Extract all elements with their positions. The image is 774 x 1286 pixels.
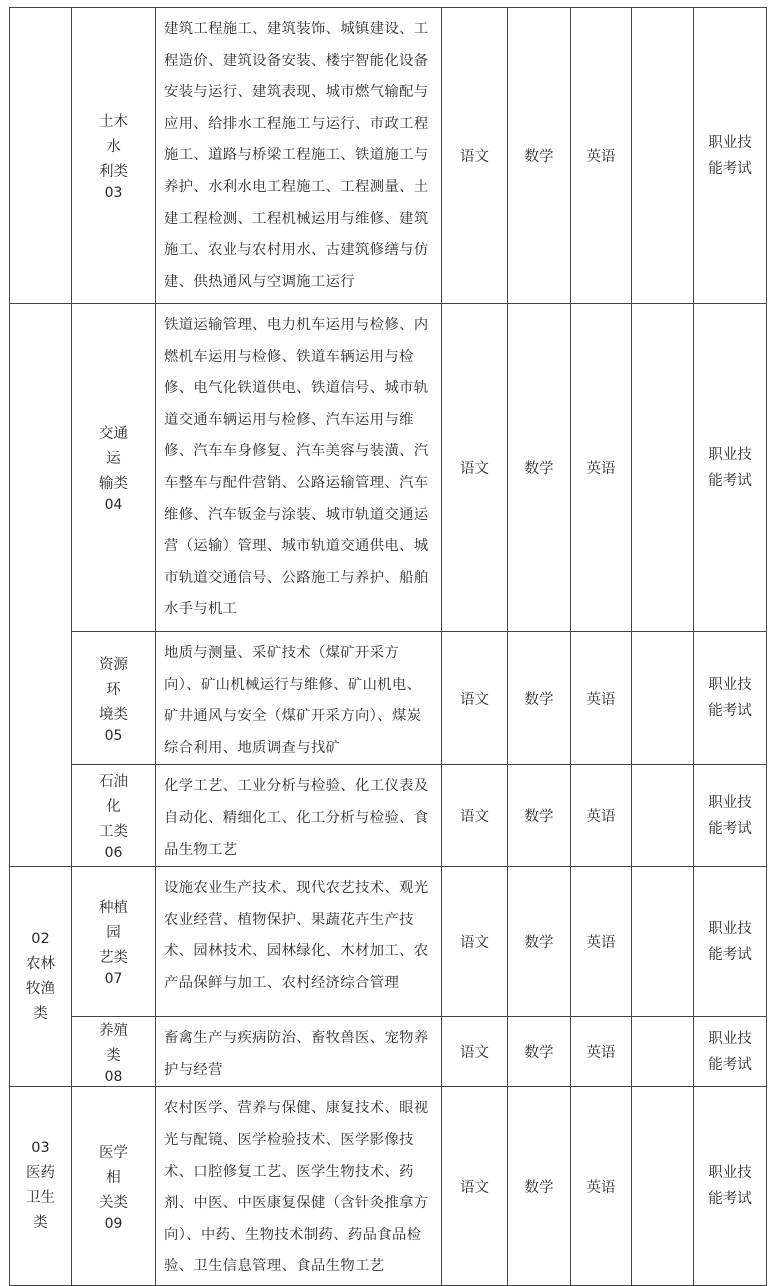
exam-empty [632,765,694,867]
skill-exam: 职业技 能考试 [708,920,752,963]
majors-exam-table [9,7,767,1286]
majors-cell: 农村医学、营养与保健、康复技术、眼视光与配镜、医学检验技术、医学影像技术、口腔修复工艺、医学生物技术、药剂、中医、中医康复保健（含针灸推拿方向）、中药、生物技术制药、药品食品检验、卫生信息管理、食品生物工艺 [156,1087,442,1286]
skill-exam-cell [694,632,767,765]
subject-code: 09 [104,1215,123,1232]
exam-empty [632,632,694,765]
subject-code: 07 [104,971,123,988]
table-row [10,867,767,1017]
exam-english: 英语 [571,1017,632,1087]
exam-math: 数学 [508,1017,571,1087]
category-label: 02 农林 牧渔 类 [26,930,55,1022]
table-row [10,304,767,632]
majors-cell: 畜禽生产与疾病防治、畜牧兽医、宠物养护与经营 [156,1017,442,1087]
exam-empty [632,8,694,304]
category-cell [10,867,72,1087]
subject-cell [72,765,156,867]
exam-math: 数学 [508,867,571,1017]
subject-cell [72,8,156,304]
subject-code: 03 [104,185,123,201]
exam-english: 英语 [571,632,632,765]
category-cell [10,8,72,304]
skill-exam: 职业技 能考试 [708,677,752,720]
skill-exam-cell [694,1087,767,1286]
table-row [10,632,767,765]
skill-exam: 职业技 能考试 [708,1030,752,1073]
skill-exam-cell [694,1017,767,1087]
exam-chinese: 语文 [442,1017,508,1087]
exam-empty [632,1017,694,1087]
subject-code: 04 [104,497,123,513]
table-row [10,765,767,867]
skill-exam-cell [694,867,767,1017]
exam-empty [632,1087,694,1286]
skill-exam: 职业技 能考试 [708,794,752,837]
subject-name: 交通运 输类 [99,426,128,492]
skill-exam-cell [694,8,767,304]
exam-chinese: 语文 [442,1087,508,1286]
subject-cell [72,632,156,765]
skill-exam-cell [694,765,767,867]
subject-cell [72,1087,156,1286]
majors-cell: 地质与测量、采矿技术（煤矿开采方向）、矿山机械运行与维修、矿山机电、矿井通风与安全（煤矿开采方向）、煤炭综合利用、地质调查与找矿 [156,632,442,765]
table-row [10,8,767,304]
table-row [10,1087,767,1286]
exam-english: 英语 [571,304,632,632]
exam-chinese: 语文 [442,867,508,1017]
exam-chinese: 语文 [442,8,508,304]
exam-math: 数学 [508,8,571,304]
subject-name: 医学相 关类 [99,1144,128,1211]
subject-name: 资源环 境类 [99,656,128,723]
majors-cell: 建筑工程施工、建筑装饰、城镇建设、工程造价、建筑设备安装、楼宇智能化设备安装与运行、建筑表现、城市燃气输配与应用、给排水工程施工与运行、市政工程施工、道路与桥梁工程施工、铁道施工与养护、水利水电工程施工、工程测量、土建工程检测、工程机械运用与维修、建筑施工、农业与农村用水、古建筑修缮与仿建、供热通风与空调施工运行 [156,8,442,304]
category-cell [10,304,72,867]
subject-cell [72,867,156,1017]
subject-cell [72,1017,156,1087]
exam-empty [632,304,694,632]
exam-math: 数学 [508,1087,571,1286]
category-cell [10,1087,72,1286]
skill-exam-cell [694,304,767,632]
exam-math: 数学 [508,304,571,632]
skill-exam: 职业技 能考试 [708,1165,752,1208]
exam-empty [632,867,694,1017]
skill-exam: 职业技 能考试 [708,446,752,489]
subject-code: 08 [104,1068,123,1085]
subject-code: 05 [104,727,123,744]
subject-name: 土木水 利类 [99,114,128,180]
subject-name: 养殖类 [99,1022,128,1064]
exam-math: 数学 [508,765,571,867]
exam-english: 英语 [571,765,632,867]
majors-cell: 化学工艺、工业分析与检验、化工仪表及自动化、精细化工、化工分析与检验、食品生物工艺 [156,765,442,867]
subject-cell [72,304,156,632]
category-label: 03 医药 卫生 类 [26,1140,55,1232]
majors-cell: 设施农业生产技术、现代农艺技术、观光农业经营、植物保护、果蔬花卉生产技术、园林技术、园林绿化、木材加工、农产品保鲜与加工、农村经济综合管理 [156,867,442,1017]
subject-name: 种植园 艺类 [99,900,128,967]
exam-english: 英语 [571,867,632,1017]
exam-math: 数学 [508,632,571,765]
exam-chinese: 语文 [442,304,508,632]
exam-english: 英语 [571,1087,632,1286]
subject-code: 06 [104,845,123,862]
majors-cell: 铁道运输管理、电力机车运用与检修、内燃机车运用与检修、铁道车辆运用与检修、电气化铁道供电、铁道信号、城市轨道交通车辆运用与检修、汽车运用与维修、汽车车身修复、汽车美容与装潢、汽车整车与配件营销、公路运输管理、汽车维修、汽车钣金与涂装、城市轨道交通运营（运输）管理、城市轨道交通供电、城市轨道交通信号、公路施工与养护、船舶水手与机工 [156,304,442,632]
exam-chinese: 语文 [442,765,508,867]
table-row [10,1017,767,1087]
skill-exam: 职业技 能考试 [708,134,752,177]
subject-name: 石油化 工类 [99,774,128,841]
exam-chinese: 语文 [442,632,508,765]
exam-english: 英语 [571,8,632,304]
